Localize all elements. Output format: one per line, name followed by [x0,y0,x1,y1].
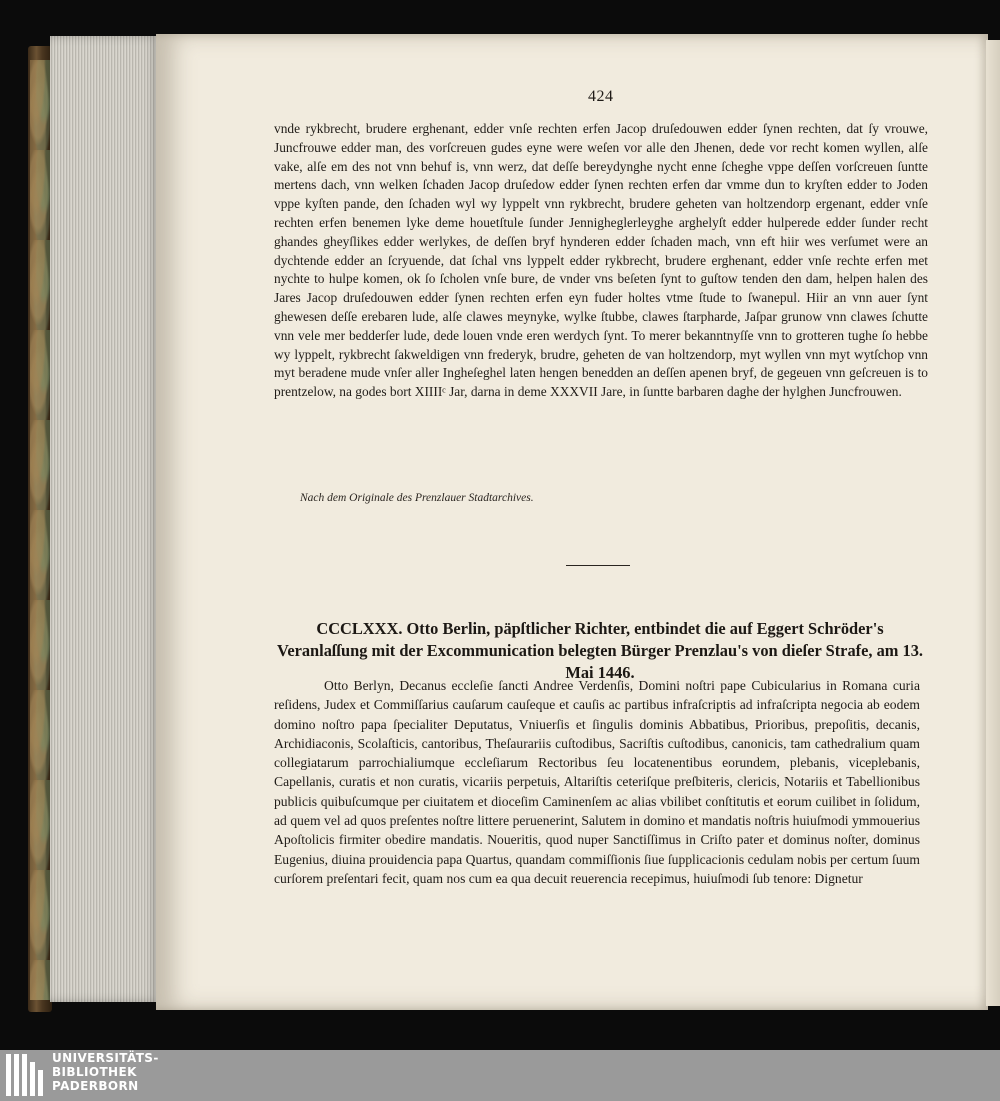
paragraph-continued: vnde rykbrecht, brudere erghenant, edder vnſe rechten erfen Jacop druſedouwen edder ſynen rechten, dat ſy vrouwe, Juncfrouwe edder man, des vorſcreuen gudes eyne were weſen vor alle den Jhenen, dede vor recht komen wyllen, alſe vake, alſe em des not vnn behuf is, vnn werz, dat deſſe bereydynghe nycht enne ſcheghe vppe deſſen vorſcreuen ſuntte mertens dach, vnn welken ſchaden Jacop druſedow edder ſynen rechten erfen dar vmme dun to kryſten edder to Joden vppe kyſten pande, den ſchaden wyl wy lyppelt vnn rykbrecht, brudere geheten van holtzendorp ergenant, edder vnſe rechten erfen benemen lyke deme houetſtule ſunder Jennigheglerleyghe arghelyſt edder hulperede edder ſunder recht ghandes gheyſlikes edder werlykes, de deſſen bryf hynderen edder ſchaden mach, vnn eft hiir wes verſumet were an dychtende edder an ſcryuende, dat ſchal vns lyppelt edder rykbrecht, brudere erghenant, edder vnſe rechte erfen met nychte to hulpe komen, ok ſo ſcholen vnſe bure, de vnder vns beſeten ſynt to guſtow tenden den dam, helpen halen des Jares Jacop druſedouwen edder ſynen rechten erfen eyn fuder holtes vtme ſtude to ſwanepul. Hiir an vnn auer ſynt ghewesen deſſe erebaren lude, alſe clawes meynyke, wylke ſtubbe, clawes ſtarpharde, Jaſpar grunow vnn clawes ſchutte vnn vele mer bedderſer lude, dede louen vnde eren werdych ſynt. To merer bekanntnyſſe vnn to grotteren tughe ſo hebbe wy lyppelt, rykbrecht ſakweldigen vnn frederyk, brudre, geheten de van holtzendorp, myt wyllen vnn myt wytſchop vnn myt beradene mude vnſer aller Ingheſeghel laten hengen benedden an deſſen apenen bryf, de gegeuen vnn geſcreuen is to prentzelow, na godes bort XIIIIᶜ Jar, darna in deme XXXVII Jare, in ſuntte barbaren daghe der hylghen Juncfrouwen. [274,121,928,400]
library-logo-icon [6,1054,46,1096]
marbled-cover-edge [30,60,50,1000]
paragraph-latin: Otto Berlyn, Decanus eccleſie ſancti Andree Verdenſis, Domini noſtri pape Cubicularius in Romana curia reſidens, Judex et Commiſſarius cauſarum cauſeque et cauſis ac partibus infraſcriptis ad infraſcripta negocia ab eodem domino noſtro papa ſpecialiter Deputatus, Vniuerſis et ſingulis dominis Abbatibus, Prioribus, prepoſitis, decanis, Archidiaconis, Scolaſticis, cantoribus, Theſaurariis cuſtodibus, Sacriſtis cuſtodibus, canonicis, tam cathedralium quam collegiatarum parrochialiumque eccleſiarum Rectoribus ſeu locatenentibus eorundem, plebanis, viceplebanis, Capellanis, curatis et non curatis, vicariis perpetuis, Altariſtis ceteriſque preſbiteris, clericis, Notariis et Tabellionibus publicis quibuſcumque per ciuitatem et dioceſim Caminenſem ac alias vbilibet conſtitutis et eorum cuilibet in ſolidum, ad quem vel ad quos preſentes noſtre littere peruenerint, Salutem in domino et mandatis noſtris huiuſmodi ymmouerius Apoſtolicis firmiter obedire mandatis. Noueritis, quod nuper Sanctiſſimus in Criſto pater et dominus noſter, dominus Eugenius, diuina prouidencia papa Quartus, quandam commiſſionis ſiue ſupplicacionis cedulam nobis per certum ſuum curſorem preſentari fecit, quam nos cum ea qua decuit reuerencia recepimus, huiuſmodi ſub tenore: Dignetur [274,678,920,886]
library-name [52,1051,159,1093]
next-page-edge [986,40,1000,1006]
page-edges [50,36,160,1002]
charter-text [274,120,928,402]
library-name-line3: PADERBORN [52,1079,139,1093]
section-divider [566,565,630,566]
document-body [274,676,920,888]
document-heading: CCCLXXX. Otto Berlin, päpſtlicher Richter, entbindet die auf Eggert Schröder's Veranlaſſung mit der Excommunication belegten Bürger Prenzlau's von dieſer Strafe, am 13. Mai 1446. [276,619,924,682]
library-name-line2: BIBLIOTHEK [52,1065,137,1079]
page-number: 424 [588,88,614,105]
source-note: Nach dem Originale des Prenzlauer Stadtarchives. [300,492,534,504]
library-name-line1: UNIVERSITÄTS- [52,1051,159,1065]
